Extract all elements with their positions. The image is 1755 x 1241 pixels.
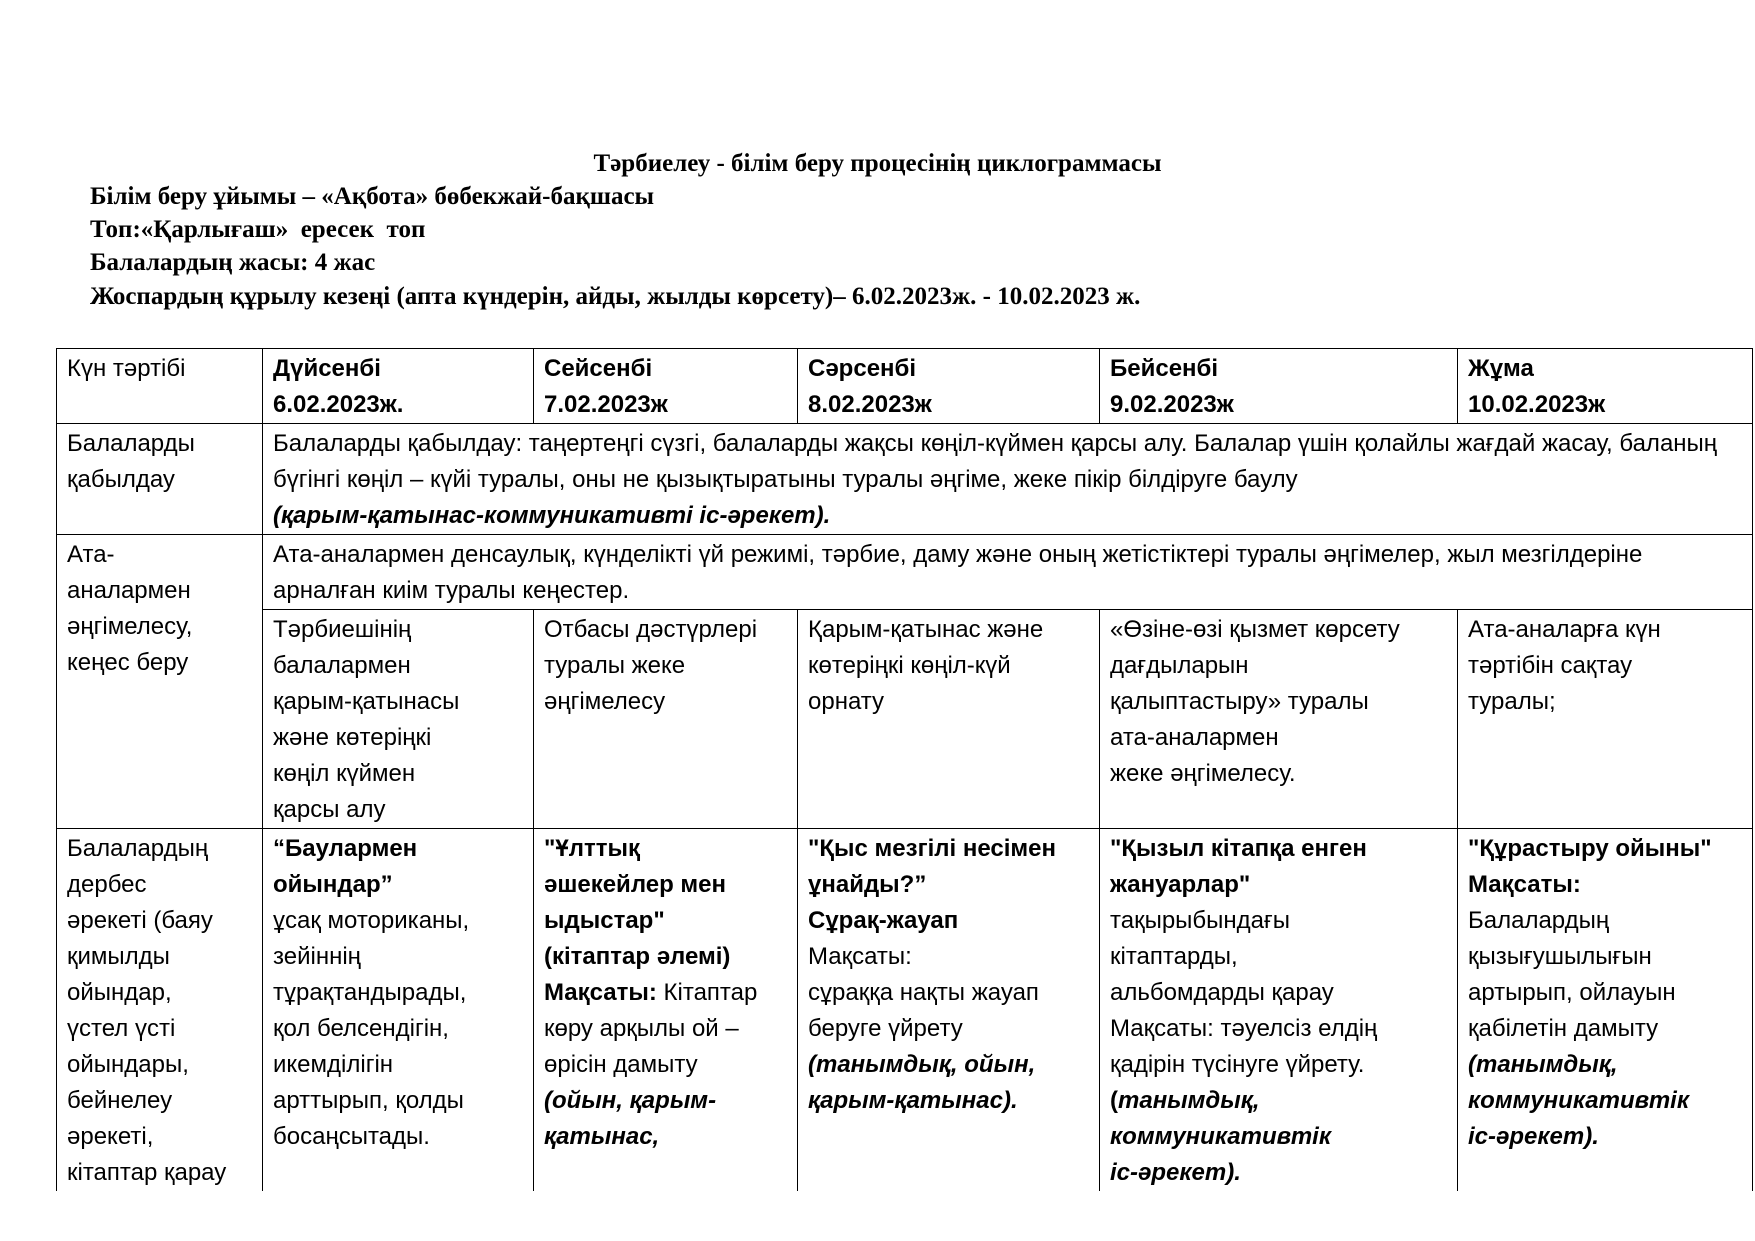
day-date: 8.02.2023ж: [808, 391, 932, 418]
parents-cell-wednesday: Қарым-қатынас және көтеріңкі көңіл-күй орнату: [798, 610, 1100, 829]
reception-text: Балаларды қабылдау: таңертеңгі сүзгі, балаларды жақсы көңіл-күймен қарсы алу. Балалар үшін қолайлы жағдай жасау, баланың бүгінгі көңіл – күйі туралы, оны не қызықтыратыны туралы әңгіме, жеке пікір білдіруге баулу: [273, 430, 1718, 493]
parents-common-text: Ата-аналармен денсаулық, күнделікті үй режимі, тәрбие, даму және оның жетістіктері туралы әңгімелер, жыл мезгілдеріне арналған киім туралы кеңестер.: [263, 535, 1753, 610]
activity-label: Балалардың дербес әрекеті (баяу қимылды ойындар, үстел үсті ойындары, бейнелеу әрекеті, кітаптар қарау: [57, 829, 263, 1192]
activity-title: "Қыс мезгілі несімен ұнайды?” Сұрақ-жауап: [808, 835, 1056, 934]
parents-label: Ата- аналармен әңгімелесу, кеңес беру: [57, 535, 263, 829]
activity-type: (ойын, қарым- қатынас,: [544, 1087, 717, 1150]
table-header-row: [57, 349, 1753, 424]
reception-activity: (қарым-қатынас-коммуникативті іс-әрекет).: [273, 502, 831, 529]
age-line: Балалардың жасы: 4 жас: [90, 249, 376, 276]
day-header-wednesday: [798, 349, 1100, 424]
day-date: 7.02.2023ж: [544, 391, 668, 418]
activity-text: тақырыбындағы кітаптарды, альбомдарды қарау Мақсаты: тәуелсіз елдің қадірін түсінуге үйрету.: [1110, 907, 1378, 1078]
activity-cell-wednesday: [798, 829, 1100, 1192]
day-name: Бейсенбі: [1110, 355, 1219, 382]
reception-text-cell: [263, 424, 1753, 535]
activity-title: "Қызыл кітапқа енген жануарлар": [1110, 835, 1367, 898]
activity-type: (танымдық, ойын, қарым-қатынас).: [808, 1051, 1036, 1114]
activity-title: "Құрастыру ойыны" Мақсаты:: [1468, 835, 1712, 898]
activity-type: танымдық, коммуникативтік іс-әрекет).: [1110, 1087, 1331, 1186]
parents-cell-monday: Тәрбиешінің балалармен қарым-қатынасы және көтеріңкі көңіл күймен қарсы алу: [263, 610, 534, 829]
goal-label: Мақсаты:: [544, 979, 657, 1006]
activity-row: [57, 829, 1753, 1192]
activity-title: "Ұлттық әшекейлер мен ыдыстар" (кітаптар әлемі): [544, 835, 731, 970]
day-header-tuesday: [534, 349, 798, 424]
document-title: Тәрбиелеу - білім беру процесінің циклограммасы: [593, 150, 1162, 177]
day-name: Дүйсенбі: [273, 355, 381, 382]
activity-cell-monday: [263, 829, 534, 1192]
activity-type: (танымдық, коммуникативтік іс-әрекет).: [1468, 1051, 1689, 1150]
activity-text: Кітаптар көру арқылы ой – өрісін дамыту: [544, 979, 758, 1078]
day-date: 6.02.2023ж.: [273, 391, 404, 418]
day-header-monday: [263, 349, 534, 424]
corner-cell: Күн тәртібі: [57, 349, 263, 424]
activity-cell-tuesday: [534, 829, 798, 1192]
day-header-thursday: [1100, 349, 1458, 424]
activity-text: Мақсаты: сұраққа нақты жауап беруге үйрету: [808, 943, 1039, 1042]
cyclogram-table: [56, 348, 1753, 1191]
period-line: Жоспардың құрылу кезеңі (апта күндерін, айды, жылды көрсету)– 6.02.2023ж. - 10.02.2023 ж.: [90, 283, 1141, 310]
parents-cell-thursday: «Өзіне-өзі қызмет көрсету дағдыларын қалыптастыру» туралы ата-аналармен жеке әңгімелесу.: [1100, 610, 1458, 829]
activity-text: ұсақ моториканы, зейіннің тұрақтандырады, қол белсендігін, икемділігін арттырып, қолды босаңсытады.: [273, 907, 470, 1150]
activity-title: “Баулармен ойындар”: [273, 835, 418, 898]
group-line: Топ:«Қарлығаш» ересек топ: [90, 216, 426, 243]
reception-row: [57, 424, 1753, 535]
day-name: Жұма: [1468, 355, 1534, 382]
day-date: 10.02.2023ж: [1468, 391, 1606, 418]
reception-label: Балаларды қабылдау: [57, 424, 263, 535]
day-date: 9.02.2023ж: [1110, 391, 1234, 418]
activity-text: Балалардың қызығушылығын артырып, ойлауын қабілетін дамыту: [1468, 907, 1676, 1042]
parents-common-row: [57, 535, 1753, 610]
parents-cell-tuesday: Отбасы дәстүрлері туралы жеке әңгімелесу: [534, 610, 798, 829]
activity-cell-thursday: [1100, 829, 1458, 1192]
activity-type-open: (: [1110, 1087, 1118, 1114]
parents-daily-row: [57, 610, 1753, 829]
parents-cell-friday: Ата-аналарға күн тәртібін сақтау туралы;: [1458, 610, 1753, 829]
organization-line: Білім беру ұйымы – «Ақбота» бөбекжай-бақшасы: [90, 183, 655, 210]
activity-cell-friday: [1458, 829, 1753, 1192]
day-name: Сейсенбі: [544, 355, 653, 382]
day-name: Сәрсенбі: [808, 355, 917, 382]
day-header-friday: [1458, 349, 1753, 424]
